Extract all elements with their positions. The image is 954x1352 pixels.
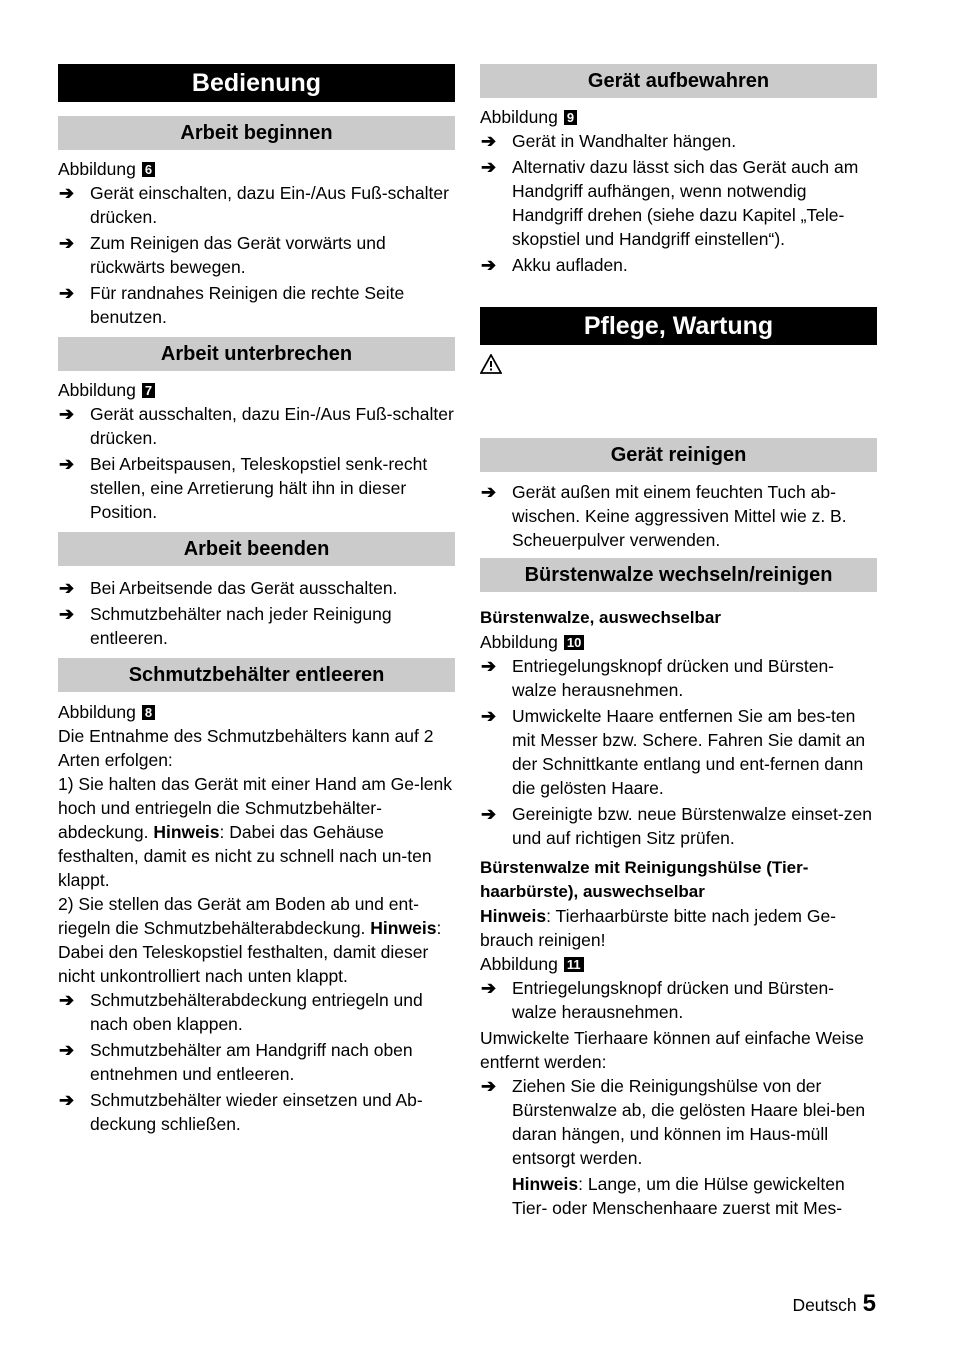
list-item: ➔ Gerät ausschalten, dazu Ein-/Aus Fuß-schalter drücken. — [59, 404, 454, 448]
arrow-right-icon: ➔ — [481, 804, 497, 824]
step-list — [480, 129, 877, 277]
list-item: ➔ Umwickelte Haare entfernen Sie am bes-ten mit Messer bzw. Schere. Fahren Sie damit an der Schnittkante entlang und ent-fernen dann die gelösten Haare. — [481, 706, 866, 798]
step-list — [58, 181, 455, 329]
arrow-right-icon: ➔ — [481, 131, 497, 151]
arrow-right-icon: ➔ — [59, 1040, 75, 1060]
subheading: Bürstenwalze, auswechselbar — [480, 608, 721, 627]
list-item: ➔ Ziehen Sie die Reinigungshülse von der Bürstenwalze ab, die gelösten Haare blei-ben daran hängen, und können im Haus-müll entsorgt werden. — [481, 1076, 866, 1168]
section-title-pflege-wartung: Pflege, Wartung — [480, 307, 877, 345]
step-list — [58, 402, 455, 524]
figure-label: Abbildung — [58, 159, 136, 179]
list-item: ➔ Zum Reinigen das Gerät vorwärts und rückwärts bewegen. — [59, 233, 386, 277]
figure-number: 11 — [564, 957, 584, 972]
list-item: ➔ Für randnahes Reinigen die rechte Seite benutzen. — [59, 283, 405, 327]
option-1-paragraph: 1) Sie halten das Gerät mit einer Hand am Ge-lenk hoch und entriegeln die Schmutzbehälter-abdeckung. Hinweis: Dabei das Gehäuse festhalten, damit es nicht zu schnell nach un-ten klappt. — [58, 774, 452, 890]
left-column — [58, 64, 455, 1138]
figure-label: Abbildung — [480, 632, 558, 652]
list-item: ➔ Gereinigte bzw. neue Bürstenwalze einset-zen und auf richtigen Sitz prüfen. — [481, 804, 872, 848]
list-item: ➔ Gerät außen mit einem feuchten Tuch ab-wischen. Keine aggressiven Mittel wie z. B. Scheuerpulver verwenden. — [481, 482, 847, 550]
footer-language: Deutsch — [792, 1295, 857, 1315]
list-item: ➔ Alternativ dazu lässt sich das Gerät auch am Handgriff aufhängen, wenn notwendig Handgriff drehen (siehe dazu Kapitel „Tele-skopstiel und Handgriff einstellen“). — [481, 157, 859, 249]
paragraph: Umwickelte Tierhaare können auf einfache Weise entfernt werden: — [480, 1028, 864, 1072]
arrow-right-icon: ➔ — [481, 656, 497, 676]
figure-ref — [480, 630, 877, 654]
heading-arbeit-beenden: Arbeit beenden — [58, 532, 455, 566]
heading-geraet-aufbewahren: Gerät aufbewahren — [480, 64, 877, 98]
arrow-right-icon: ➔ — [481, 482, 497, 502]
heading-geraet-reinigen: Gerät reinigen — [480, 438, 877, 472]
list-item: ➔ Entriegelungsknopf drücken und Bürsten-walze herausnehmen. — [481, 978, 835, 1022]
arrow-right-icon: ➔ — [481, 706, 497, 726]
option-2-paragraph: 2) Sie stellen das Gerät am Boden ab und ent-riegeln die Schmutzbehälterabdeckung. Hinweis: Dabei den Teleskopstiel festhalten, damit dieser nicht unkontrolliert nach unten klappt. — [58, 894, 442, 986]
figure-number: 9 — [564, 110, 577, 125]
figure-number: 6 — [142, 162, 155, 177]
list-item: ➔ Schmutzbehälter nach jeder Reinigung entleeren. — [59, 604, 392, 648]
arrow-right-icon: ➔ — [59, 233, 75, 253]
arrow-right-icon: ➔ — [59, 454, 75, 474]
figure-ref — [480, 952, 877, 976]
page-number: 5 — [862, 1290, 876, 1317]
arrow-right-icon: ➔ — [481, 255, 497, 275]
warning-triangle-icon — [480, 354, 502, 374]
arrow-right-icon: ➔ — [59, 604, 75, 624]
figure-number: 7 — [142, 383, 155, 398]
list-item: ➔ Schmutzbehälterabdeckung entriegeln und nach oben klappen. — [59, 990, 423, 1034]
intro-paragraph: Die Entnahme des Schmutzbehälters kann auf 2 Arten erfolgen: — [58, 726, 434, 770]
list-item: ➔ Gerät in Wandhalter hängen. — [481, 131, 737, 151]
list-item: ➔ Schmutzbehälter am Handgriff nach oben entnehmen und entleeren. — [59, 1040, 413, 1084]
list-item: ➔ Akku aufladen. — [481, 255, 628, 275]
hint-label: Hinweis — [370, 918, 437, 938]
figure-number: 8 — [142, 705, 155, 720]
list-item: ➔ Bei Arbeitspausen, Teleskopstiel senk-recht stellen, eine Arretierung hält ihn in dieser Position. — [59, 454, 428, 522]
hint-paragraph: Hinweis: Tierhaarbürste bitte nach jedem Ge-brauch reinigen! — [480, 906, 837, 950]
page-footer — [792, 1290, 876, 1318]
figure-label: Abbildung — [480, 954, 558, 974]
list-item: ➔ Bei Arbeitsende das Gerät ausschalten. — [59, 578, 398, 598]
arrow-right-icon: ➔ — [59, 404, 75, 424]
arrow-right-icon: ➔ — [481, 157, 497, 177]
list-item: ➔ Schmutzbehälter wieder einsetzen und Ab-deckung schließen. — [59, 1090, 423, 1134]
hint-label: Hinweis — [480, 906, 547, 926]
heading-schmutzbehaelter-entleeren: Schmutzbehälter entleeren — [58, 658, 455, 692]
arrow-right-icon: ➔ — [59, 283, 75, 303]
arrow-right-icon: ➔ — [59, 1090, 75, 1110]
heading-arbeit-beginnen: Arbeit beginnen — [58, 116, 455, 150]
figure-ref — [58, 378, 455, 402]
hint-label: Hinweis — [153, 822, 220, 842]
arrow-right-icon: ➔ — [481, 1076, 497, 1096]
figure-label: Abbildung — [480, 107, 558, 127]
figure-ref — [58, 700, 455, 724]
arrow-right-icon: ➔ — [59, 183, 75, 203]
hint-paragraph: Hinweis: Lange, um die Hülse gewickelten Tier- oder Menschenhaare zuerst mit Mes- — [512, 1174, 845, 1218]
list-item: ➔ Entriegelungsknopf drücken und Bürsten-walze herausnehmen. — [481, 656, 835, 700]
warning-triangle-icon — [480, 354, 877, 438]
step-list — [58, 576, 455, 650]
figure-label: Abbildung — [58, 702, 136, 722]
subheading: Bürstenwalze mit Reinigungshülse (Tier-haarbürste), auswechselbar — [480, 858, 809, 901]
heading-buerstenwalze: Bürstenwalze wechseln/reinigen — [480, 558, 877, 592]
arrow-right-icon: ➔ — [481, 978, 497, 998]
step-list — [58, 988, 455, 1136]
heading-arbeit-unterbrechen: Arbeit unterbrechen — [58, 337, 455, 371]
list-item: ➔ Gerät einschalten, dazu Ein-/Aus Fuß-schalter drücken. — [59, 183, 449, 227]
hint-label: Hinweis — [512, 1174, 579, 1194]
step-list — [480, 1074, 877, 1170]
right-column — [480, 64, 877, 1220]
arrow-right-icon: ➔ — [59, 578, 75, 598]
figure-label: Abbildung — [58, 380, 136, 400]
figure-ref — [480, 105, 877, 129]
step-list — [480, 654, 877, 850]
step-list — [480, 480, 877, 552]
section-title-bedienung: Bedienung — [58, 64, 455, 102]
figure-number: 10 — [564, 635, 584, 650]
step-list — [480, 976, 877, 1024]
arrow-right-icon: ➔ — [59, 990, 75, 1010]
figure-ref — [58, 157, 455, 181]
